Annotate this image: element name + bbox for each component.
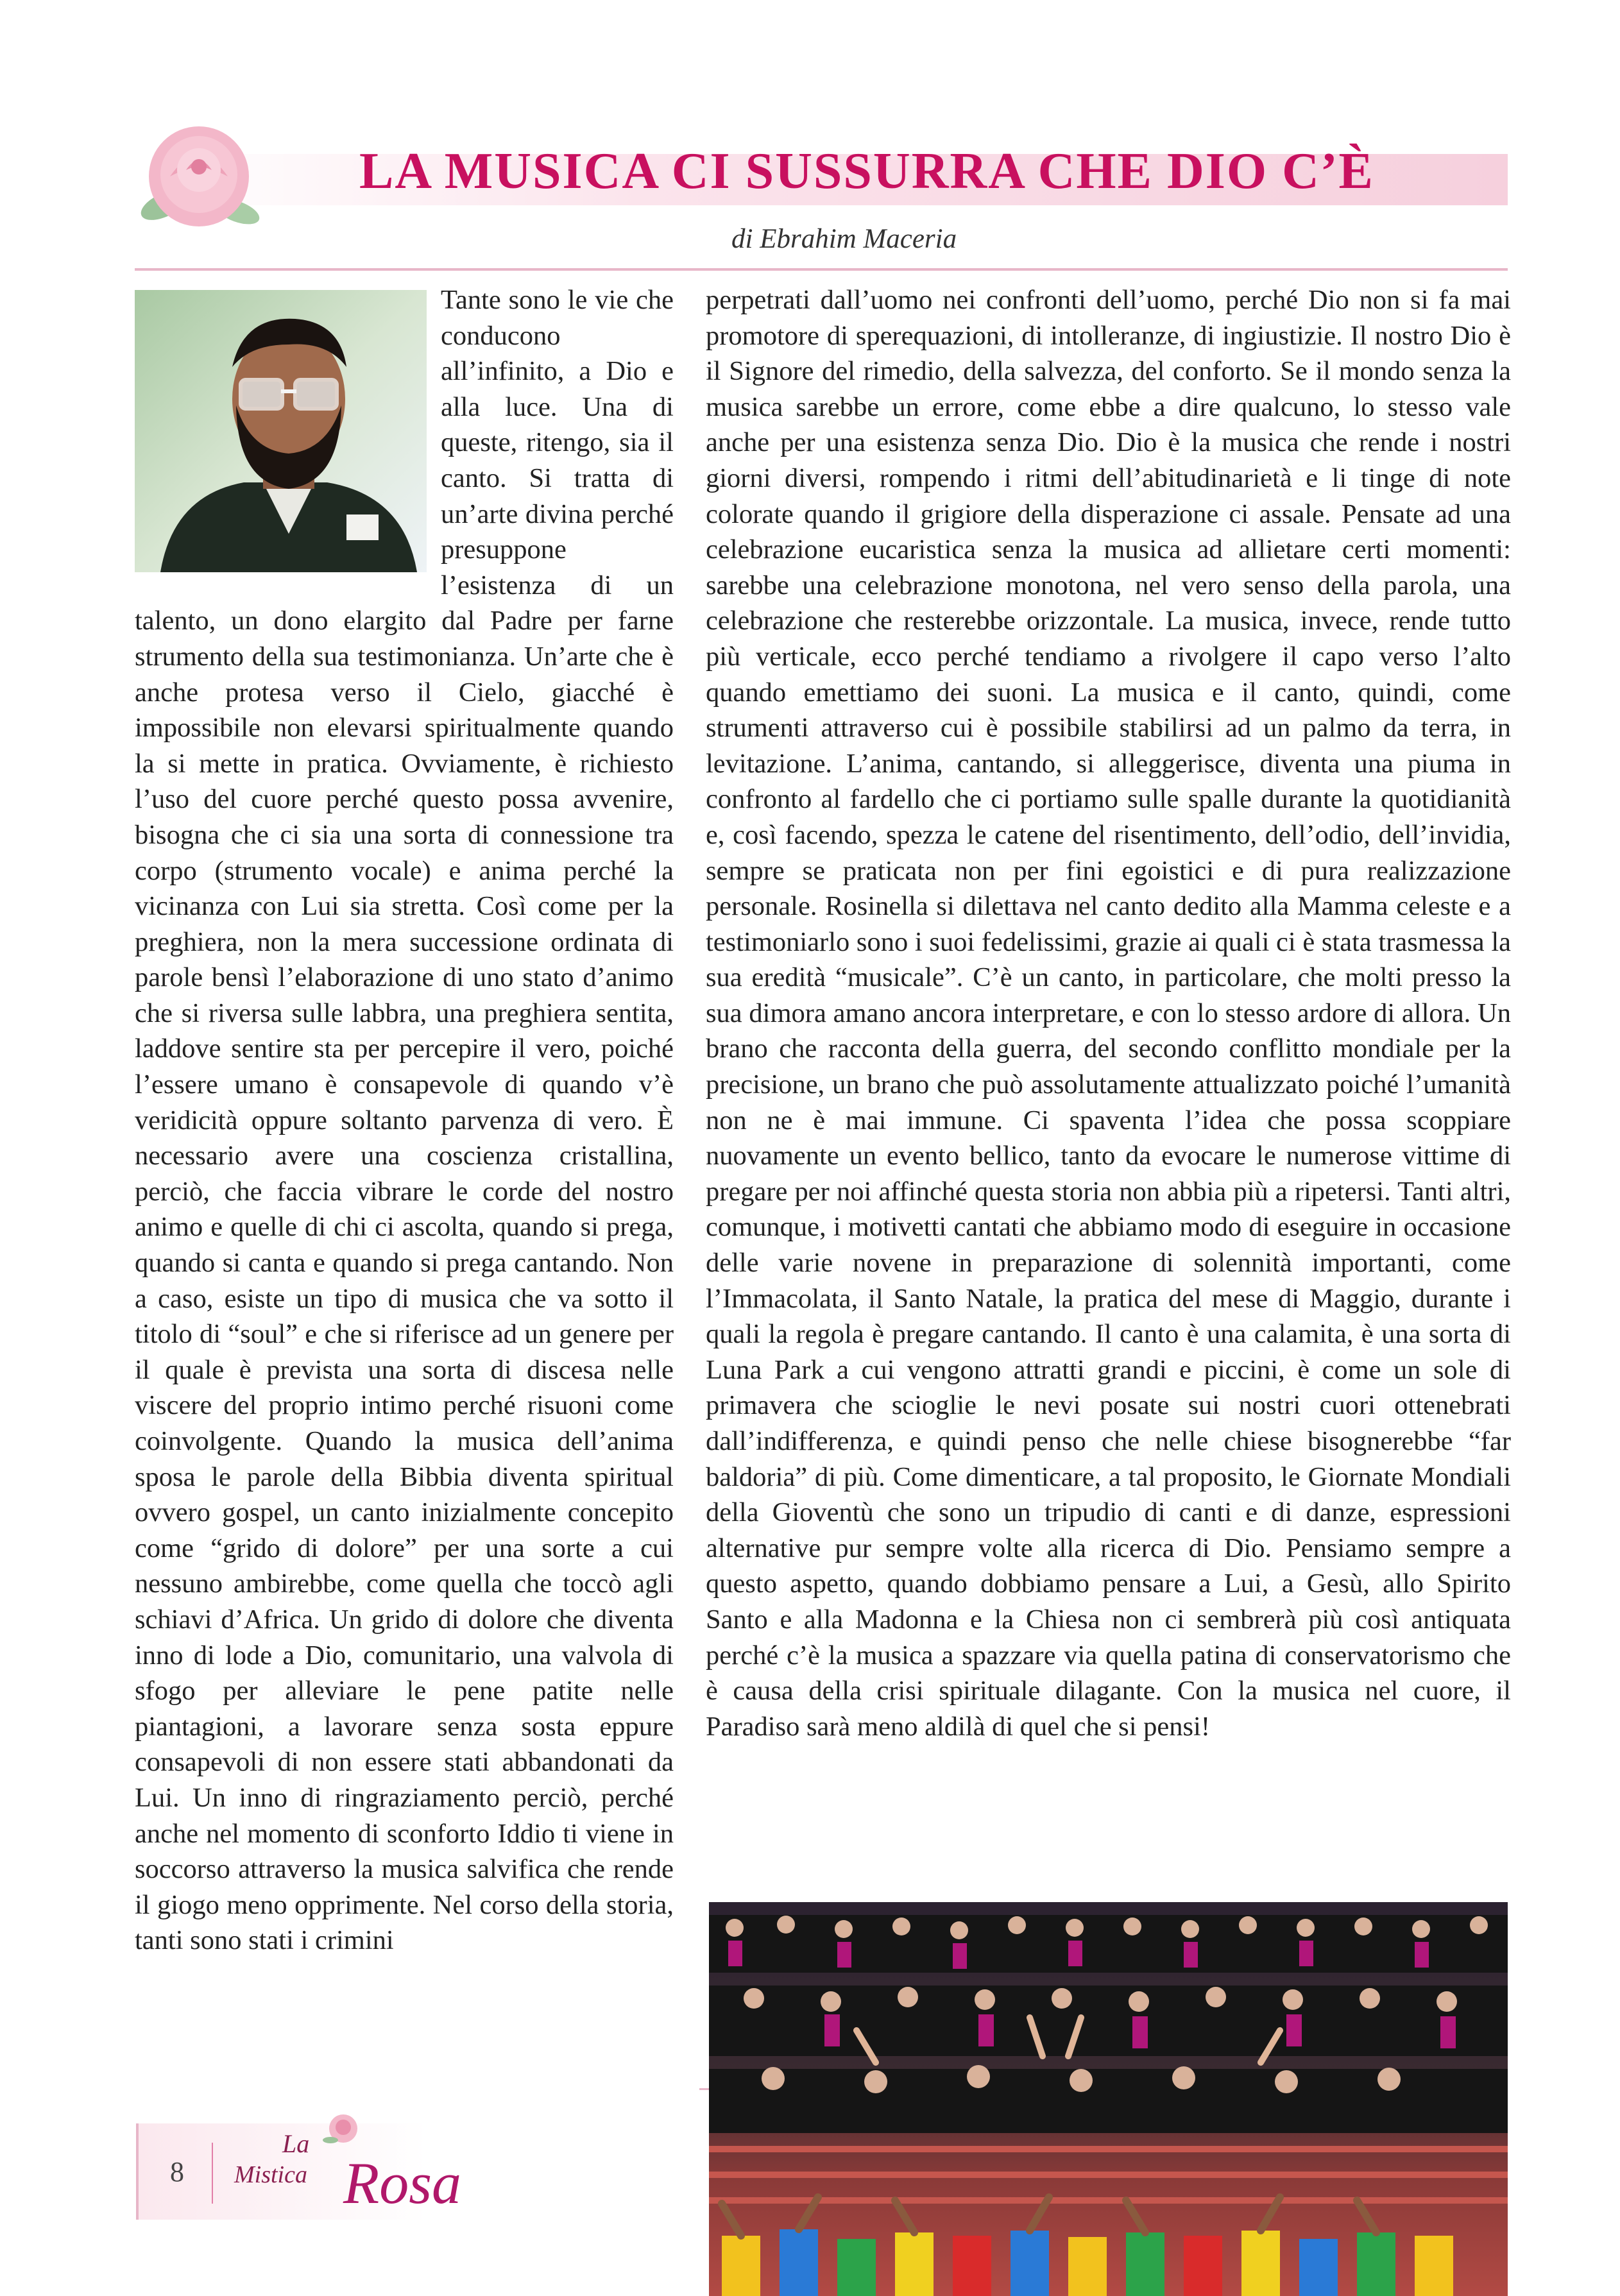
article-column-right	[706, 282, 1511, 1899]
author-byline: di Ebrahim Maceria	[731, 224, 957, 254]
logo-rose-icon	[321, 2109, 366, 2148]
crowd-photo	[709, 1902, 1508, 2296]
header-divider	[135, 268, 1508, 271]
author-photo	[135, 290, 427, 572]
page-number: 8	[170, 2156, 184, 2188]
logo-text-la: La	[282, 2129, 310, 2158]
article-title: LA MUSICA CI SUSSURRA CHE DIO C’È	[359, 143, 1374, 200]
footer-divider	[212, 2143, 213, 2204]
logo-text-rosa: Rosa	[343, 2150, 461, 2216]
article-body-right: perpetrati dall’uomo nei confronti dell’uomo, perché Dio non si fa mai promotore di sperequazioni, di intolleranze, di ingiustizie. Il nostro Dio è il Signore del rimedio, della salvezza, del conforto. Se il mondo senza la musica sarebbe un errore, come ebbe a dire qualcuno, lo stesso vale anche per una esistenza senza Dio. Dio è la musica che rende i nostri giorni diversi, rompendo i ritmi dell’abitudinarietà e li tinge di note colorate quando il grigiore della disperazione ci assale. Pensate ad una celebrazione eucaristica senza la musica ad allietare certi momenti: sarebbe una celebrazione monotona, nel vero senso della parola, una celebrazione che resterebbe orizzontale. La musica, invece, rende tutto più verticale, ecco perché tendiamo a rivolgere il capo verso l’alto quando emettiamo dei suoni. La musica e il canto, quindi, come strumenti attraverso cui è possibile stabilirsi ad un palmo da terra, in levitazione. L’anima, cantando, si alleggerisce, diventa una piuma in confronto al fardello che ci portiamo sulle spalle durante la quotidianità e, così facendo, spezza le catene del risentimento, dell’odio, dell’invidia, sempre se praticata non per fini egoistici e di pura realizzazione personale. Rosinella si dilettava nel canto dedito alla Mamma celeste e a testimoniarlo sono i suoi fedelissimi, grazie ai quali ci è stata trasmessa la sua eredità “musicale”. C’è un canto, in particolare, che molti presso la sua dimora amano ancora interpretare, e con lo stesso ardore di allora. Un brano che racconta della guerra, del secondo conflitto mondiale per la precisione, un brano che può assolutamente attualizzato poiché l’umanità non ne è mai immune. Ci spaventa l’idea che possa scoppiare nuovamente un evento bellico, tanto da evocare le numerose vittime di pregare per noi affinché questa storia non abbia più a ripetersi. Tanti altri, comunque, i motivetti cantati che abbiamo modo di eseguire in occasione delle varie novene in preparazione di solennità importanti, come l’Immacolata, il Santo Natale, la pratica del mese di Maggio, durante i quali la regola è pregare cantando. Il canto è una calamita, è una sorta di Luna Park a cui vengono attratti grandi e piccini, è come un sole di primavera che scioglie le nevi posate sui nostri cuori ottenebrati dall’indifferenza, e quindi penso che nelle chiese bisognerebbe “far baldoria” di più. Come dimenticare, a tal proposito, le Giornate Mondiali della Gioventù che sono un tripudio di canti e di danze, espressioni alternative pur sempre volte alla ricerca di Dio. Pensiamo sempre a questo aspetto, quando dobbiamo pensare a Lui, a Gesù, allo Spirito Santo e alla Madonna e la Chiesa non ci sembrerà più così antiquata perché c’è la musica a spazzare via quella patina di conservatorismo che è causa della crisi spirituale dilagante. Con la musica nel cuore, il Paradiso sarà meno aldilà di quel che si pensi!	[706, 285, 1511, 1742]
rose-icon	[132, 115, 266, 237]
logo-text-mistica: Mistica	[234, 2161, 307, 2188]
article-body-left: Tante sono le vie che conducono all’infinito, a Dio e alla luce. Una di queste, ritengo, sia il canto. Si tratta di un’arte divina perché presuppone l’esistenza di un talento, un dono elargito dal Padre per farne strumento della sua testimonianza. Un’arte che è anche protesa verso il Cielo, giacché è impossibile non elevarsi spiritualmente quando la si mette in pratica. Ovviamente, è richiesto l’uso del cuore perché questo possa avvenire, bisogna che ci sia una sorta di connessione tra corpo (strumento vocale) e anima perché la vicinanza con Lui sia stretta. Così come per la preghiera, non la mera successione ordinata di parole bensì l’elaborazione di uno stato d’animo che si riversa sulle labbra, una preghiera sentita, laddove sentire sta per percepire il vero, poiché l’essere umano è consapevole di quando v’è veridicità oppure soltanto parvenza di vero. È necessario avere una coscienza cristallina, perciò, che faccia vibrare le corde del nostro animo e quelle di chi ci ascolta, quando si prega, quando si canta e quando si prega cantando. Non a caso, esiste un tipo di musica che va sotto il titolo di “soul” e che si riferisce ad un genere per il quale è prevista una sorta di discesa nelle viscere del proprio intimo perché risuoni come coinvolgente. Quando la musica dell’anima sposa le parole della Bibbia diventa spiritual ovvero gospel, un canto inizialmente concepito come “grido di dolore” per una sorte a cui nessuno ambirebbe, come quella che toccò agli schiavi d’Africa. Un grido di dolore che diventa inno di lode a Dio, comunitario, una valvola di sfogo per alleviare le pene patite nelle piantagioni, a lavorare senza sosta eppure consapevoli di non essere stati abbandonati da Lui. Un inno di ringraziamento perciò, perché anche nel momento di sconforto Iddio ti viene in soccorso attraverso la musica salvifica che rende il giogo meno opprimente. Nel corso della storia, tanti sono stati i crimini	[135, 285, 674, 1956]
article-column-left	[135, 282, 674, 2059]
